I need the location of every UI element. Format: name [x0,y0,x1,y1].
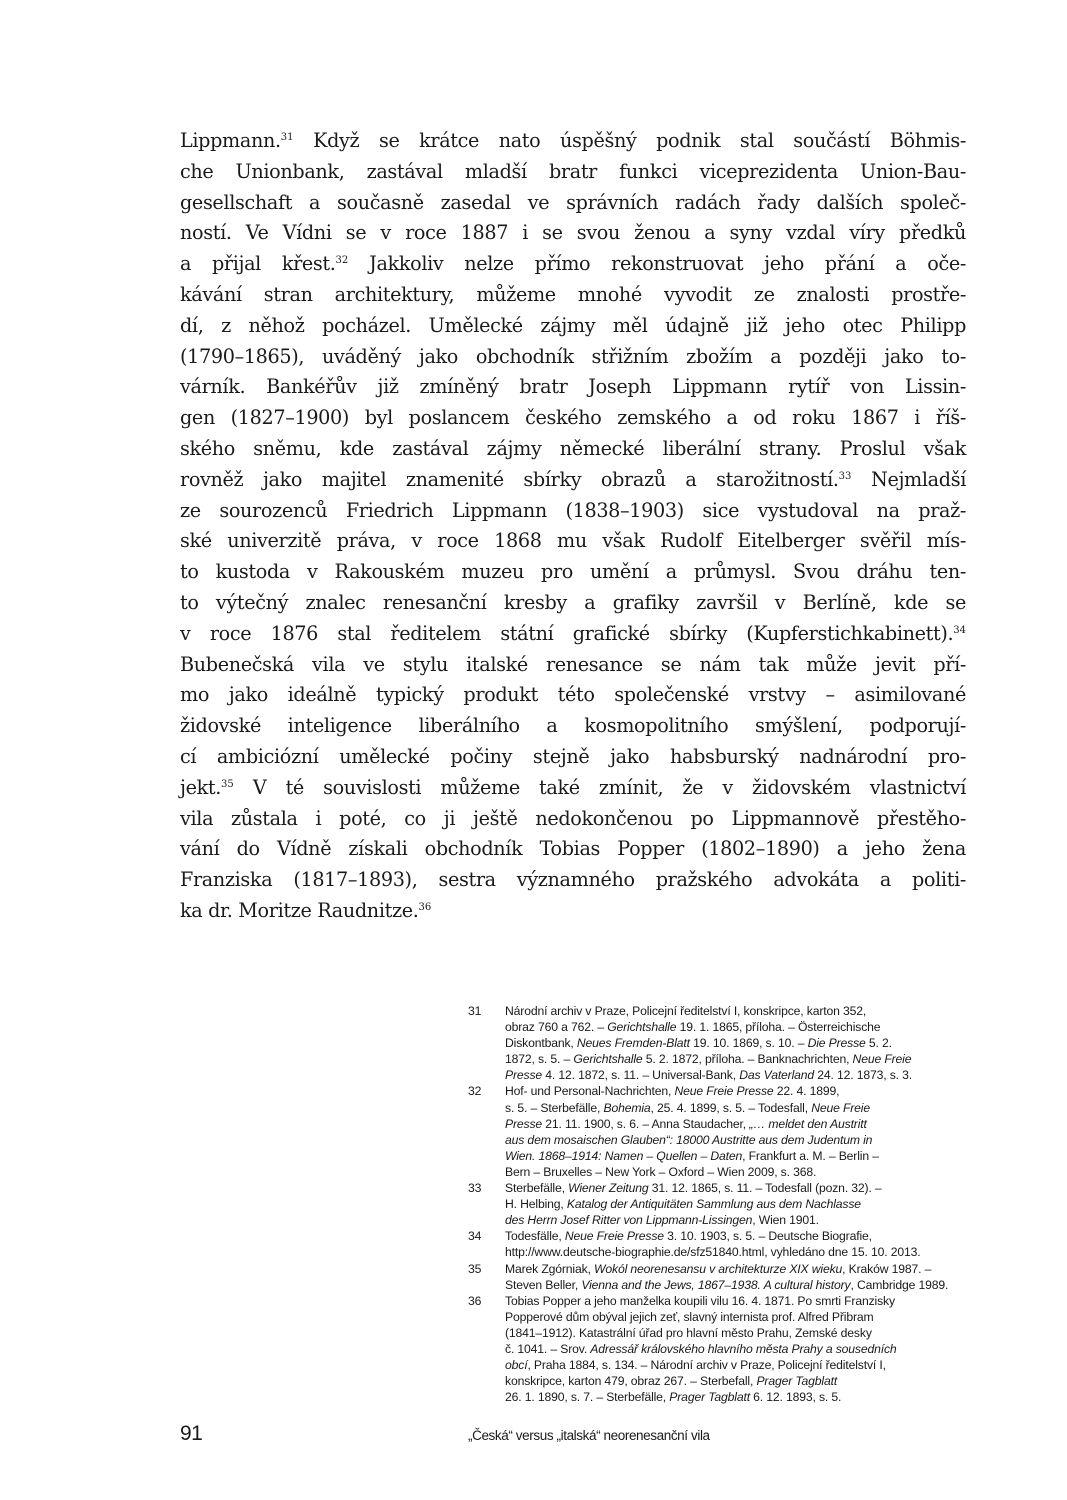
body-line: Bubenečská vila ve stylu italské renesance se nám tak může jevit pří- [180,652,966,676]
footnote-33 [468,1180,948,1228]
body-line: ského sněmu, kde zastával zájmy německé liberální strany. Proslul však [180,436,966,460]
footnote-number: 36 [468,1293,482,1308]
footnote-reference[interactable]: 33 [838,470,852,482]
footnote-34 [468,1228,948,1260]
main-body-text [180,126,966,927]
body-line: a přijal křest.$^{32}$ Jakkoliv nelze přímo rekonstruovat jeho přání a oče- [180,252,966,276]
footnote-reference[interactable]: 36 [418,901,432,913]
body-line: ské univerzitě práva, v roce 1868 mu však Rudolf Eitelberger svěřil mís- [180,529,966,553]
body-line: dí, z něhož pocházel. Umělecké zájmy měl údajně již jeho otec Philipp [180,313,966,337]
body-line: várník. Bankéřův již zmíněný bratr Joseph Lippmann rytíř von Lissin- [180,375,966,399]
footnote-text: Hof- und Personal-Nachrichten, Neue Freie Presse 22. 4. 1899, s. 5. – Sterbefälle, Bohemia, 25. 4. 1899, s. 5. – Todesfall, Neue Freie Presse 21. 11. 1900, s. 6. – Anna Staudacher, „… meldet den Austritt aus dem mosaischen Glauben“: 18000 Austritte aus dem Judentum in Wien. 1868–1914: Namen – Quellen – Daten, Frankfurt a. M. – Berlin – Bern – Bruxelles – New York – Oxford – Wien 2009, s. 368. [505,1084,879,1179]
footnote-text: Marek Zgórniak, Wokól neorenesansu v architekturze XIX wieku, Kraków 1987. – Steven Beller, Vienna and the Jews, 1867–1938. A cultural history, Cambridge 1989. [505,1261,949,1292]
body-line: (1790–1865), uváděný jako obchodník střižním zbožím a později jako to- [180,344,966,368]
footnotes-section [468,1003,948,1405]
footnote-reference[interactable]: 34 [953,624,966,636]
body-line: Franziska (1817–1893), sestra významného pražského advokáta a politi- [180,868,966,892]
body-line: cí ambiciózní umělecké počiny stejně jako habsburský nadnárodní pro- [180,744,966,768]
running-title: „Česká“ versus „italská“ neorenesanční vila [468,1428,710,1443]
page-number: 91 [180,1422,203,1445]
footnote-number: 35 [468,1261,482,1276]
body-line: gesellschaft a současně zasedal ve správních radách řady dalších společ- [180,190,966,214]
body-line: Lippmann.$^{31}$ Když se krátce nato úspěšný podnik stal součástí Böhmis- [180,129,966,152]
body-line: gen (1827–1900) byl poslancem českého zemského a od roku 1867 i říš- [180,406,966,430]
footnote-reference[interactable]: 35 [221,778,234,790]
body-line: ností. Ve Vídni se v roce 1887 i se svou ženou a syny vzdal víry předků [180,221,966,245]
body-line: židovské inteligence liberálního a kosmopolitního smýšlení, podporují- [180,714,966,738]
footnote-31 [468,1003,948,1083]
footnote-reference[interactable]: 31 [280,132,294,143]
body-line: to kustoda v Rakouském muzeu pro umění a průmysl. Svou dráhu ten- [180,560,966,584]
body-line: mo jako ideálně typický produkt této společenské vrstvy – asimilované [180,683,966,707]
body-line: to výtečný znalec renesanční kresby a grafiky završil v Berlíně, kde se [180,590,966,614]
footnote-number: 32 [468,1084,482,1099]
footnote-35 [468,1261,948,1293]
footnote-reference[interactable]: 32 [335,255,349,267]
body-line: v roce 1876 stal ředitelem státní grafické sbírky (Kupferstichkabinett).$^{34}$ [180,621,966,645]
body-line: vila zůstala i poté, co ji ještě nedokončenou po Lippmannově přestěho- [180,806,966,830]
footnote-text: Národní archiv v Praze, Policejní ředitelství I, konskripce, karton 352, obraz 760 a 762. – Gerichtshalle 19. 1. 1865, příloha. – Österreichische Diskontbank, Neues Fremden-Blatt 19. 10. 1869, s. 10. – Die Presse 5. 2. 1872, s. 5. – Gerichtshalle 5. 2. 1872, příloha. – Banknachrichten, Neue Freie Presse 4. 12. 1872, s. 11. – Universal-Bank, Das Vaterland 24. 12. 1873, s. 3. [505,1004,913,1083]
body-line: ze sourozenců Friedrich Lippmann (1838–1903) sice vystudoval na praž- [180,498,966,522]
footnote-number: 34 [468,1229,482,1244]
body-line: vání do Vídně získali obchodník Tobias Popper (1802–1890) a jeho žena [180,837,966,861]
footnote-32 [468,1083,948,1180]
footnote-number: 31 [468,1004,482,1018]
footnote-text: Tobias Popper a jeho manželka koupili vilu 16. 4. 1871. Po smrti Franzisky Popperové dům obýval jejich zeť, slavný internista prof. Alfred Přibram (1841–1912). Katastrální úřad pro hlavní město Prahu, Zemské desky č. 1041. – Srov. Adressář královského hlavního města Prahy a sousedních obcí, Praha 1884, s. 134. – Národní archiv v Praze, Policejní ředitelství I, konskripce, karton 479, obraz 267. – Sterbefall, Prager Tagblatt 26. 1. 1890, s. 7. – Sterbefälle, Prager Tagblatt 6. 12. 1893, s. 5. [505,1293,897,1405]
body-line: jekt.$^{35}$ V té souvislosti můžeme také zmínit, že v židovském vlastnictví [180,775,966,799]
footnote-number: 33 [468,1181,482,1196]
body-line: che Unionbank, zastával mladší bratr funkci viceprezidenta Union-Bau- [180,159,966,183]
footnote-text: Sterbefälle, Wiener Zeitung 31. 12. 1865, s. 11. – Todesfall (pozn. 32). – H. Helbing, Katalog der Antiquitäten Sammlung aus dem Nachlasse des Herrn Josef Ritter von Lippmann-Lissingen, Wien 1901. [505,1181,882,1228]
footnote-text: Todesfälle, Neue Freie Presse 3. 10. 1903, s. 5. – Deutsche Biografie, http://www.deutsche-biographie.de/sfz51840.html, vyhledáno dne 15. 10. 2013. [505,1229,921,1260]
body-line: kávání stran architektury, můžeme mnohé vyvodit ze znalosti prostře- [180,282,966,306]
body-line: rovněž jako majitel znamenité sbírky obrazů a starožitností.$^{33}$ Nejmladší [180,467,966,491]
body-line: ka dr. Moritze Raudnitze.$^{36}$ [180,898,432,922]
footnote-36 [468,1293,948,1406]
